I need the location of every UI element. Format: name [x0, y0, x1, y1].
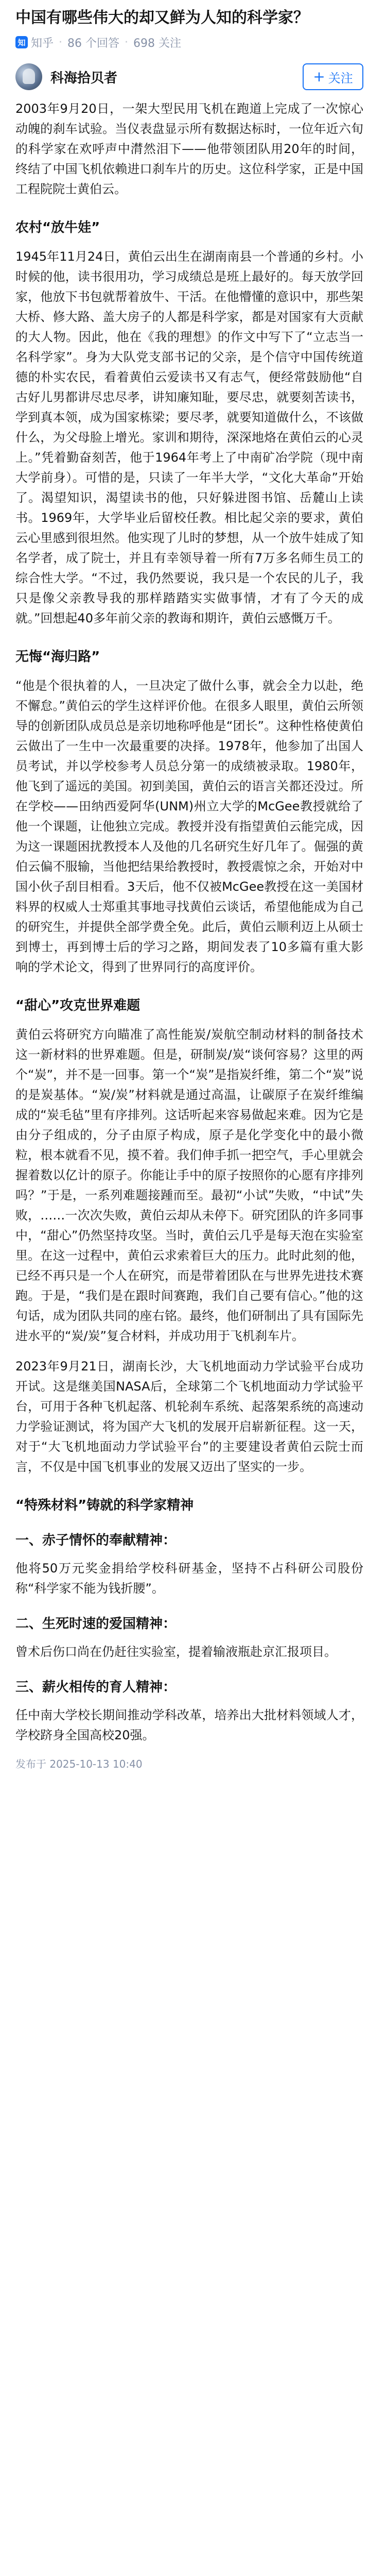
section-heading: 农村“放牛娃” [15, 220, 100, 235]
question-title[interactable]: 中国有哪些伟大的却又鲜为人知的科学家？ [15, 9, 309, 27]
plus-icon: + [313, 68, 325, 85]
subsection-heading: 三、薪火相传的育人精神： [15, 1680, 177, 1695]
subsection-heading: 一、赤子情怀的奉献精神： [15, 1533, 177, 1548]
source-name: 知乎 [31, 37, 54, 50]
spirit2-paragraph: 曾术后伤口尚在仍赶往实验室，提着输液瓶赴京汇报项目。 [15, 1645, 337, 1659]
sea-paragraph: “他是个很执着的人，一旦决定了做什么事，就会全力以赴，绝不懈怠。”黄伯云的学生这样评价他。在很多人眼里，黄伯云所领导的创新团队成员总是亲切地称呼他是“团长”。这种性格使黄伯云做出了一生中一次最重要的决择。1978年，他参加了出国人员考试，并以学校参考人员总分第一的成绩被录取。1980年，他飞到了遥远的美国。初到美国，黄伯云的语言关都还没过。所在学校——田纳西爱阿华(UNM)州立大学的McGee教授就给了他一个课题，让他独立完成。教授并没有指望黄伯云能完成，因为这一课题困扰教授本人及他的几名研究生好几年了。倔强的黄伯云偏不服输，当他把结果给教授时，教授震惊之余，开始对中国小伙子刮目相看。3天后，他不仅被McGee教授在这一美国材料界的权威人士郑重其事地寻找黄伯云谈话，希望他能成为自己的研究生，并提供全部学费全免。此后，黄伯云顺利迈上从硕士到博士，再到博士后的学习之路，期间发表了10多篇有重大影响的学术论文，得到了世界同行的高度评价。 [15, 679, 363, 974]
zhihu-logo-icon: 知 [15, 36, 28, 48]
follow-count: 698 关注 [133, 37, 182, 50]
author-bar [15, 55, 363, 99]
subsection-heading: 二、生死时速的爱国精神： [15, 1616, 177, 1632]
hard-paragraph: 黄伯云将研究方向瞄准了高性能炭/炭航空制动材料的制备技术这一新材料的世界难题。但是，研制炭/炭“谈何容易？这里的两个“炭”，并不是一回事。第一个“炭”是指炭纤维，第二个“炭”说的是炭基体。“炭/炭”材料就是通过高温，让碳原子在炭纤维编成的“炭毛毡”里有序排列。这话听起来容易做起来难。因为它是由分子组成的，分子由原子构成，原子是化学变化中的最小微粒，根本就看不见，摸不着。我们伸手抓一把空气，手心里就会握着数以亿计的原子。你能让手中的原子按照你的心愿有序排列吗？”于是，一系列难题接踵而至。最初“小试”失败，“中试”失败，……一次次失败，黄伯云却从未停下。研究团队的许多同事中，“甜心”仍然坚持攻坚。当时，黄伯云几乎是每天泡在实验室里。在这一过程中，黄伯云求索着巨大的压力。此时此刻的他，已经不再只是一个人在研究，而是带着团队在与世界先进技术赛跑。于是，“我们是在跟时间赛跑，我们自己要有信心。”他的这句话，成为团队共同的座右铭。最终，他们研制出了具有国际先进水平的“炭/炭”复合材料，并成功用于飞机刹车片。 [15, 1027, 363, 1343]
section-heading: “甜心”攻克世界难题 [15, 998, 141, 1013]
answer-body [15, 99, 363, 1745]
avatar[interactable] [15, 63, 42, 90]
farm-paragraph: 1945年11月24日，黄伯云出生在湖南南县一个普通的乡村。小时候的他，读书很用功，学习成绩总是班上最好的。每天放学回家，他放下书包就帮着放牛、干活。在他懵懂的意识中，那些架大桥、修大路、盖大房子的人都是科学家，都是对国家有大贡献的大人物。因此，他在《我的理想》的作文中写下了“立志当一名科学家”。身为大队党支部书记的父亲，是个信守中国传统道德的朴实农民，看着黄伯云爱读书又有志气，便经常鼓励他“自古好儿男都讲尽忠尽孝，讲知廉知耻，要尽忠，就要刻苦读书，学到真本领，成为国家栋梁；要尽孝，就要知道做什么，不该做什么，为父母脸上增光。家训和期待，深深地烙在黄伯云的心灵上。”凭着勤奋刻苦，他于1964年考上了中南矿冶学院（现中南大学前身）。可惜的是，只读了一年半大学，“文化大革命”开始了。渴望知识，渴望读书的他，只好躲进图书馆、岳麓山上读书。1969年，大学毕业后留校任教。相比起父亲的要求，黄伯云心里感到很坦然。他实现了儿时的梦想，从一个放牛娃成了知名学者，成了院士，并且有幸领导着一所有7万多名师生员工的综合性大学。“不过，我仍然要说，我只是一个农民的儿子，我只是像父亲教导我的那样踏踏实实做事情，才有了今天的成就。”回想起40多年前父亲的教诲和期许，黄伯云感慨万千。 [15, 249, 363, 625]
spirit3-paragraph: 任中南大学校长期间推动学科改革，培养出大批材料领域人才，学校跻身全国高校20强。 [15, 1708, 363, 1742]
publish-date: 发布于 2025-10-13 10:40 [15, 1758, 143, 1770]
author-info[interactable] [15, 63, 117, 90]
platform-paragraph: 2023年9月21日，湖南长沙，大飞机地面动力学试验平台成功开试。这是继美国NASA后，全球第二个飞机地面动力学试验平台，可用于各种飞机起落、机轮刹车系统、起落架系统的高速动力学验证测试，将为国产大飞机的发展开启崭新征程。这一天，对于“大飞机地面动力学试验平台”的主要建设者黄伯云院士而言，不仅是中国飞机事业的发展又迈出了坚实的一步。 [15, 1359, 363, 1474]
source-label[interactable] [15, 35, 54, 50]
question-meta [15, 33, 363, 52]
follow-label: 关注 [328, 71, 353, 86]
spirit1-paragraph: 他将50万元奖金捐给学校科研基金，坚持不占科研公司股份称“科学家不能为钱折腰”。 [15, 1561, 363, 1596]
section-heading: “特殊材料”铸就的科学家精神 [15, 1498, 194, 1513]
follow-button[interactable] [303, 63, 363, 90]
author-name[interactable]: 科海拾贝者 [50, 70, 118, 86]
meta-separator: · [125, 36, 129, 49]
section-heading: 无悔“海归路” [15, 649, 100, 665]
intro-paragraph: 2003年9月20日，一架大型民用飞机在跑道上完成了一次惊心动魄的刹车试验。当仪表盘显示所有数据达标时，一位年近六旬的科学家在欢呼声中潸然泪下——他带领团队用20年的时间，终结了中国飞机依赖进口刹车片的历史。这位科学家，正是中国工程院院士黄伯云。 [15, 101, 363, 196]
meta-separator: · [59, 36, 63, 49]
answer-count: 86 个回答 [67, 37, 120, 50]
